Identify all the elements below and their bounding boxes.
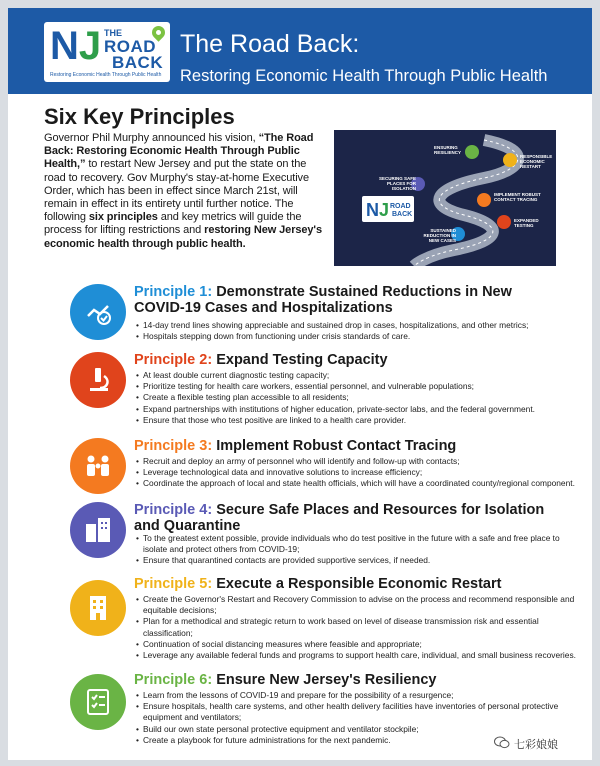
people-group-icon [70,438,126,494]
road-back-logo: NJ THE ROAD BACK Restoring Economic Health Through Public Health [44,22,170,82]
svg-text:BACK: BACK [392,211,413,218]
page-title: The Road Back: [180,30,360,58]
wechat-icon [494,736,510,749]
road-map-graphic: NJ ROAD BACK ENSURING RESILIENCY RESPONSIBLE ECONOMIC RESTART SECURING SAFE PLACES FOR ISOLATION IMPLEMENT ROBUST CONTACT TRACING EXPANDED TESTING SUSTAINED REDUCTION IN NEW CASES [334,130,556,266]
principle-4-title: Principle 4: Secure Safe Places and Resources for Isolation and Quarantine [134,502,545,534]
intro-paragraph: Governor Phil Murphy announced his vision, “The Road Back: Restoring Economic Health Through Public Health,” to restart New Jersey and put the state on the road to recovery. Gov Murphy's stay-at-home Executive Order, which has been in effect since March 21st, will remain in effect in its entirety until further notice. The following six principles and key metrics will guide the process for lifting restrictions and restoring New Jersey's economic health through public health. [44,132,322,250]
principle-6-title: Principle 6: Ensure New Jersey's Resiliency [134,672,437,688]
road-map-illustration [334,130,556,266]
checklist-icon [70,674,126,730]
restart-pin-icon [503,153,517,167]
page-subtitle: Restoring Economic Health Through Public Health [180,67,548,85]
principle-5-title: Principle 5: Execute a Responsible Economic Restart [134,576,502,592]
tracing-pin-icon [477,193,491,207]
principle-1-bullets: • 14-day trend lines showing appreciable and sustained drop in cases, hospitalizations, and other metrics; • Hospitals stepping down from functioning under crisis standards of care. [136,320,576,342]
infographic-page [8,8,592,760]
section-title: Six Key Principles [44,104,235,129]
svg-text:NJ: NJ [366,200,390,220]
principle-3-title: Principle 3: Implement Robust Contact Tracing [134,438,457,454]
watermark: 七彩娘娘 [514,739,558,751]
principle-4-bullets: • To the greatest extent possible, provide individuals who do test positive in the future with a safe and free place to isolate and protect others from COVID-19; • Ensure that quarantined contacts are provided supportive services, if needed. [136,533,576,567]
svg-text:ROAD: ROAD [390,203,411,210]
principle-1-title: Principle 1: Demonstrate Sustained Reductions in New COVID-19 Cases and Hospitalizations [134,284,512,316]
principle-2-bullets: • At least double current diagnostic testing capacity; • Prioritize testing for health care workers, essential personnel, and vulnerable populations; • Create a flexible testing plan accessible to all residents; • Expand partnerships with institutions of higher education, private-sector labs, and the federal government. • Ensure that those who test positive are linked to a health care provider. [136,370,576,426]
testing-pin-icon [497,215,511,229]
office-building-icon [70,580,126,636]
principle-5-bullets: • Create the Governor's Restart and Recovery Commission to advise on the process and recommend responsible and equitable decisions; • Plan for a methodical and strategic return to work based on level of disease transmission risk and essential classification; • Continuation of social distancing measures where feasible and appropriate; • Leverage any available federal funds and programs to support health care, individual, and small business recoveries. [136,594,576,661]
header-banner [8,8,592,94]
principle-3-bullets: • Recruit and deploy an army of personnel who will identify and follow-up with contacts; • Leverage technological data and innovative solutions to increase efficiency; • Coordinate the approach of local and state health officials, which will have a coordinated county/regional component. [136,456,576,490]
hands-heart-icon [70,284,126,340]
principle-6-bullets: • Learn from the lessons of COVID-19 and prepare for the possibility of a resurgence; • Ensure hospitals, health care systems, and other health delivery facilities have inventories of personal protective equipment and ventilators; • Build our own state personal protective equipment and ventilator stockpile; • Create a playbook for future administrations for the next pandemic. [136,690,576,746]
microscope-icon [70,352,126,408]
buildings-icon [70,502,126,558]
principle-2-title: Principle 2: Expand Testing Capacity [134,352,388,368]
